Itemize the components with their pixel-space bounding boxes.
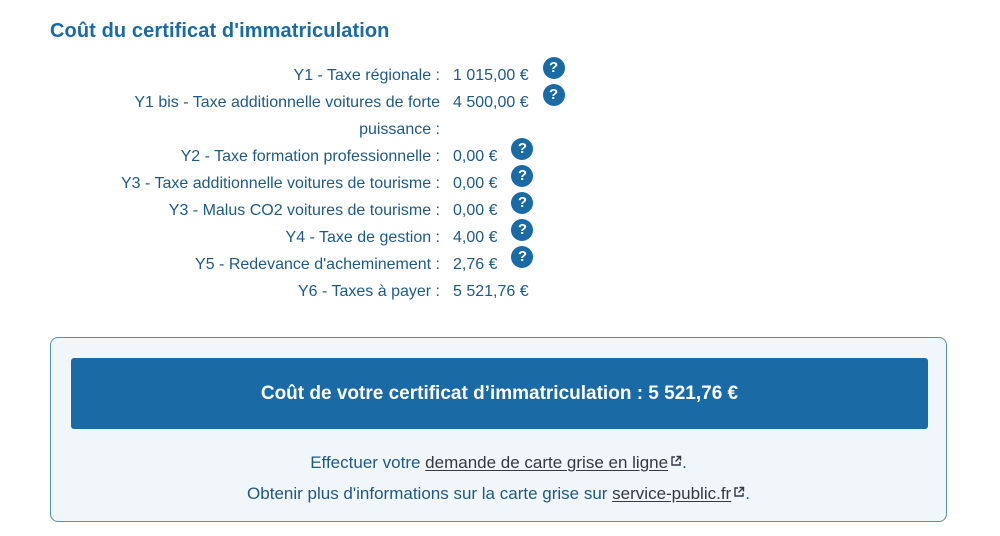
info-links xyxy=(51,447,946,509)
tax-label: Y1 bis - Taxe additionnelle voitures de forte puissance : xyxy=(134,94,440,138)
tax-value: 0,00 € xyxy=(453,175,498,192)
service-public-link[interactable] xyxy=(612,484,745,503)
tax-label: Y5 - Redevance d'acheminement : xyxy=(195,256,440,273)
question-circle-icon[interactable]: ? xyxy=(511,192,533,214)
question-circle-icon[interactable]: ? xyxy=(511,246,533,268)
tax-row-y1 xyxy=(0,59,1000,89)
external-link-icon xyxy=(670,455,682,467)
tax-row-y1-bis xyxy=(0,86,1000,143)
service-public-line xyxy=(51,478,946,509)
section-title: Coût du certificat d'immatriculation xyxy=(50,20,390,42)
tax-value: 4 500,00 € xyxy=(453,94,529,111)
tax-value: 1 015,00 € xyxy=(453,67,529,84)
service-public-suffix: . xyxy=(745,484,750,503)
question-circle-icon[interactable]: ? xyxy=(511,138,533,160)
result-card xyxy=(50,337,947,522)
tax-label: Y1 - Taxe régionale : xyxy=(293,67,440,84)
tax-label: Y3 - Malus CO2 voitures de tourisme : xyxy=(168,202,440,219)
tax-row-y5 xyxy=(0,248,1000,278)
online-request-prefix: Effectuer votre xyxy=(310,453,426,472)
tax-label: Y4 - Taxe de gestion : xyxy=(285,229,440,246)
question-circle-icon[interactable]: ? xyxy=(511,219,533,241)
tax-label: Y6 - Taxes à payer : xyxy=(298,283,440,300)
online-request-line xyxy=(51,447,946,478)
tax-label: Y3 - Taxe additionnelle voitures de tourisme : xyxy=(121,175,440,192)
tax-value: 0,00 € xyxy=(453,202,498,219)
tax-row-y2 xyxy=(0,140,1000,170)
tax-value: 4,00 € xyxy=(453,229,498,246)
tax-label: Y2 - Taxe formation professionnelle : xyxy=(180,148,440,165)
question-circle-icon[interactable]: ? xyxy=(511,165,533,187)
service-public-link-text: service-public.fr xyxy=(612,484,732,503)
online-request-suffix: . xyxy=(682,453,687,472)
tax-value: 2,76 € xyxy=(453,256,498,273)
tax-breakdown-list xyxy=(0,59,1000,305)
tax-row-y3-malus xyxy=(0,194,1000,224)
tax-value: 0,00 € xyxy=(453,148,498,165)
total-cost-banner: Coût de votre certificat d’immatriculation : 5 521,76 € xyxy=(71,358,928,429)
tax-row-y4 xyxy=(0,221,1000,251)
external-link-icon xyxy=(733,486,745,498)
tax-row-y6-total xyxy=(0,278,1000,305)
tax-value: 5 521,76 € xyxy=(453,283,529,300)
online-request-link-text: demande de carte grise en ligne xyxy=(425,453,669,472)
service-public-prefix: Obtenir plus d'informations sur la carte grise sur xyxy=(247,484,613,503)
online-request-link[interactable] xyxy=(425,453,682,472)
question-circle-icon[interactable]: ? xyxy=(543,57,565,79)
question-circle-icon[interactable]: ? xyxy=(543,84,565,106)
tax-row-y3-additionnelle xyxy=(0,167,1000,197)
